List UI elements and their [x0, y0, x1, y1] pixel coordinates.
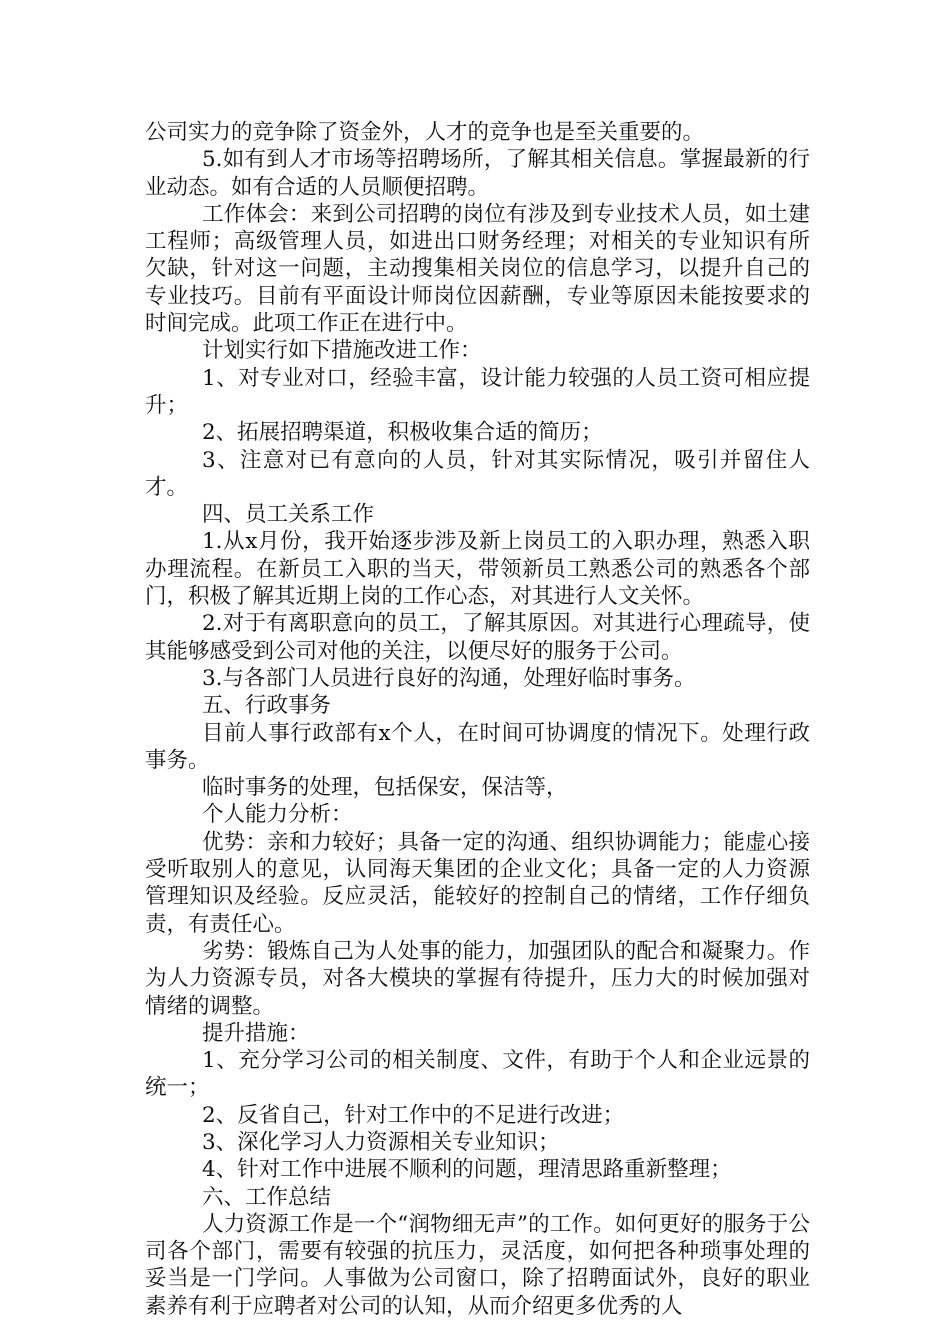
paragraph-plan-item-2: 2、拓展招聘渠道，积极收集合适的简历； [202, 420, 603, 446]
paragraph-work-experience: 工作体会：来到公司招聘的岗位有涉及到专业技术人员，如土建工程师；高级管理人员，如进出口财务经理；对相关的专业知识有所欠缺，针对这一问题，主动搜集相关岗位的信息学习，以提升自己的专业技巧。目前有平面设计师岗位因薪酬，专业等原因未能按要求的时间完成。此项工作正在进行中。 [145, 201, 810, 337]
paragraph-work-summary: 人力资源工作是一个“润物细无声”的工作。如何更好的服务于公司各个部门，需要有较强的抗压力，灵活度，如何把各种琐事处理的妥当是一门学问。人事做为公司窗口，除了招聘面试外，良好的职业素养有利于应聘者对公司的认知，从而介绍更多优秀的人 [145, 1211, 810, 1319]
paragraph-intro-continuation: 公司实力的竞争除了资金外，人才的竞争也是至关重要的。 [145, 120, 705, 145]
section-heading-administration: 五、行政事务 [202, 693, 332, 719]
section-heading-employee-relations: 四、员工关系工作 [202, 502, 375, 528]
section-heading-work-summary: 六、工作总结 [202, 1184, 332, 1210]
paragraph-recruitment-item-5: 5.如有到人才市场等招聘场所，了解其相关信息。掌握最新的行业动态。如有合适的人员顺便招聘。 [145, 147, 810, 200]
paragraph-strengths: 优势：亲和力较好；具备一定的沟通、组织协调能力；能虚心接受听取别人的意见，认同海天集团的企业文化；具备一定的人力资源管理知识及经验。反应灵活，能较好的控制自己的情绪，工作仔细负责，有责任心。 [145, 829, 810, 937]
paragraph-improvement-plan-heading: 计划实行如下措施改进工作： [202, 338, 482, 364]
paragraph-ability-analysis-heading: 个人能力分析： [202, 802, 353, 828]
paragraph-weaknesses: 劣势：锻炼自己为人处事的能力，加强团队的配合和凝聚力。作为人力资源专员，对各大模块的掌握有待提升，压力大的时候加强对情绪的调整。 [145, 938, 810, 1019]
paragraph-measure-item-2: 2、反省自己，针对工作中的不足进行改进； [202, 1102, 625, 1128]
paragraph-relations-item-2: 2.对于有离职意向的员工，了解其原因。对其进行心理疏导，使其能够感受到公司对他的关注，以便尽好的服务于公司。 [145, 611, 810, 664]
paragraph-admin-staff: 目前人事行政部有x个人，在时间可协调度的情况下。处理行政事务。 [145, 720, 810, 773]
paragraph-measure-item-3: 3、深化学习人力资源相关专业知识； [202, 1129, 560, 1155]
document-page [145, 119, 810, 1320]
paragraph-measure-item-1: 1、充分学习公司的相关制度、文件，有助于个人和企业远景的统一； [145, 1048, 810, 1101]
paragraph-measure-item-4: 4、针对工作中进展不顺利的问题，理清思路重新整理； [202, 1157, 732, 1183]
paragraph-relations-item-3: 3.与各部门人员进行良好的沟通，处理好临时事务。 [202, 665, 696, 691]
paragraph-plan-item-1: 1、对专业对口，经验丰富，设计能力较强的人员工资可相应提升； [145, 365, 810, 418]
paragraph-improvement-measures-heading: 提升措施： [202, 1020, 310, 1046]
paragraph-temporary-affairs: 临时事务的处理，包括保安，保洁等， [202, 775, 568, 801]
paragraph-relations-item-1: 1.从x月份，我开始逐步涉及新上岗员工的入职办理，熟悉入职办理流程。在新员工入职的当天，带领新员工熟悉公司的熟悉各个部门，积极了解其近期上岗的工作心态，对其进行人文关怀。 [145, 529, 810, 610]
paragraph-plan-item-3: 3、注意对已有意向的人员，针对其实际情况，吸引并留住人才。 [145, 447, 810, 500]
